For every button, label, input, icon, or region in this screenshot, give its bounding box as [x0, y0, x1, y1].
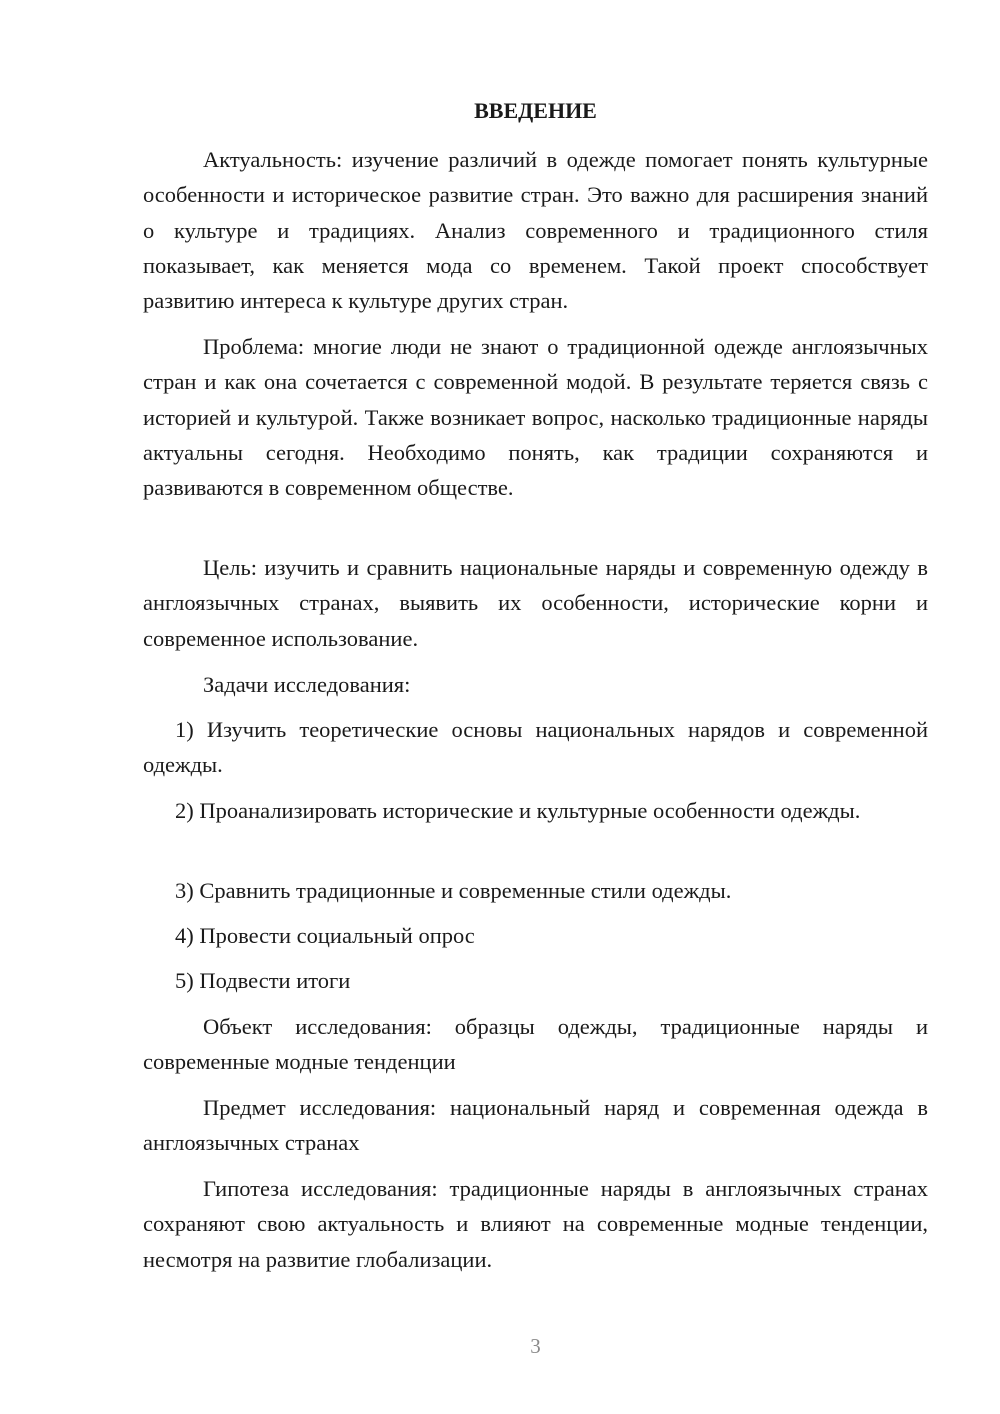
- task-item-4: 4) Провести социальный опрос: [175, 923, 475, 948]
- document-page: [143, 0, 928, 1414]
- page-title: ВВЕДЕНИЕ: [474, 98, 597, 123]
- task-item-3: 3) Сравнить традиционные и современные стили одежды.: [175, 878, 732, 903]
- task-item-1: 1) Изучить теоретические основы национальных нарядов и современной одежды.: [143, 717, 928, 778]
- page-number: 3: [530, 1334, 541, 1358]
- object-paragraph: Объект исследования: образцы одежды, традиционные наряды и современные модные тенденции: [143, 1014, 928, 1075]
- subject-paragraph: Предмет исследования: национальный наряд и современная одежда в англоязычных странах: [143, 1095, 928, 1156]
- problem-paragraph: Проблема: многие люди не знают о традиционной одежде англоязычных стран и как она сочетается с современной модой. В результате теряется связь с историей и культурой. Также возникает вопрос, насколько традиционные наряды актуальны сегодня. Необходимо понять, как традиции сохраняются и развиваются в современном обществе.: [143, 334, 928, 501]
- relevance-paragraph: Актуальность: изучение различий в одежде помогает понять культурные особенности и историческое развитие стран. Это важно для расширения знаний о культуре и традициях. Анализ современного и традиционного стиля показывает, как меняется мода со временем. Такой проект способствует развитию интереса к культуре других стран.: [143, 147, 928, 314]
- task-item-2: 2) Проанализировать исторические и культурные особенности одежды.: [175, 798, 861, 823]
- task-item-5: 5) Подвести итоги: [175, 968, 351, 993]
- goal-paragraph: Цель: изучить и сравнить национальные наряды и современную одежду в англоязычных странах, выявить их особенности, исторические корни и современное использование.: [143, 555, 928, 651]
- tasks-heading: Задачи исследования:: [203, 672, 411, 697]
- hypothesis-paragraph: Гипотеза исследования: традиционные наряды в англоязычных странах сохраняют свою актуальность и влияют на современные модные тенденции, несмотря на развитие глобализации.: [143, 1176, 928, 1272]
